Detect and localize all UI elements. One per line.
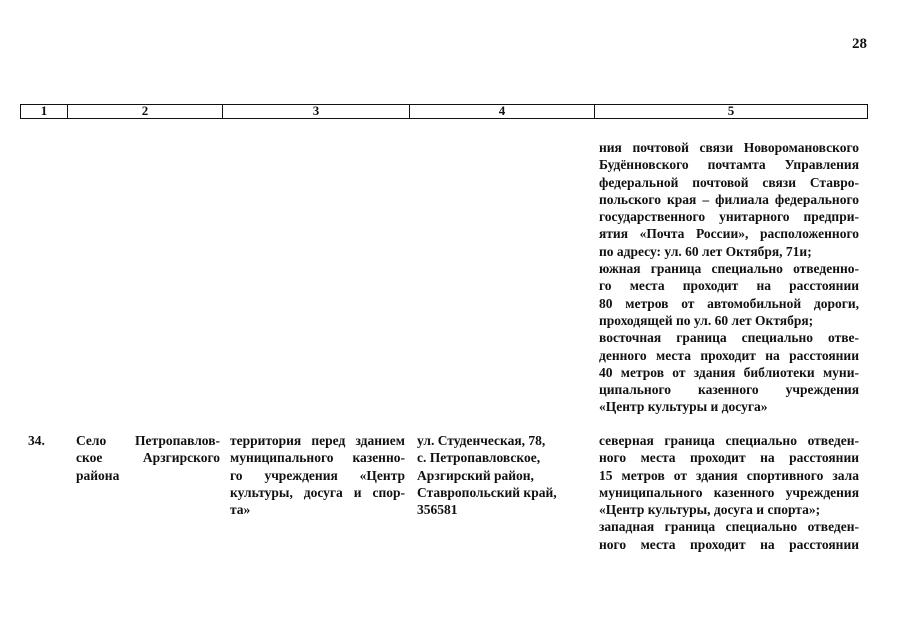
continuation-col5 [599,139,859,416]
text-line: ного места проходит на расстоянии [599,536,859,552]
text-line: Арзгирский район, [417,467,534,483]
text-line: муниципального казенно- [230,450,405,466]
text-line: муниципального казенного учреждения [599,484,859,500]
table-header [20,104,868,119]
text-line: ния почтовой связи Новоромановского [599,140,859,155]
text-line: го места проходит на расстоянии [599,278,859,294]
settlement-cell [76,432,220,484]
row-number: 34. [28,433,45,448]
text-line: западная граница специально отведен- [599,519,859,535]
text-line: польского края – филиала федерального [599,191,859,207]
text-line: Село Петропавлов- [76,433,220,448]
header-col-3: 3 [223,105,410,118]
header-col-4: 4 [410,105,595,118]
text-line: ское Арзгирского [76,450,220,466]
text-line: восточная граница специально отве- [599,330,859,346]
text-line: территория перед зданием [230,433,405,448]
text-line: денного места проходит на расстоянии [599,347,859,363]
text-line: ул. Студенческая, 78, [417,433,546,448]
location-cell [230,432,405,518]
text-line: культуры, досуга и спор- [230,484,405,500]
text-line: с. Петропавловское, [417,450,541,466]
text-line: района [76,467,120,483]
text-line: ципального казенного учреждения [599,382,859,398]
text-line: проходящей по ул. 60 лет Октября; [599,312,814,328]
text-line: та» [230,502,251,518]
text-line: Будённовского почтамта Управления [599,157,859,173]
text-line: ного места проходит на расстоянии [599,450,859,466]
address-cell [417,432,587,518]
text-line: южная граница специально отведенно- [599,261,859,277]
text-line: 80 метров от автомобильной дороги, [599,295,859,311]
text-line: по адресу: ул. 60 лет Октября, 71и; [599,243,812,259]
header-col-5: 5 [727,103,735,118]
text-line: «Центр культуры и досуга» [599,399,768,415]
text-line: федеральной почтовой связи Ставро- [599,174,859,190]
text-line: северная граница специально отведен- [599,433,859,448]
text-line: го учреждения «Центр [230,467,405,483]
header-col-2: 2 [68,105,223,118]
text-line: «Центр культуры, досуга и спорта»; [599,502,821,518]
page-number: 28 [852,36,867,52]
header-col-1: 1 [21,105,68,118]
text-line: 15 метров от здания спортивного зала [599,467,859,483]
text-line: 40 метров от здания библиотеки муни- [599,364,859,380]
text-line: ятия «Почта России», расположенного [599,226,859,242]
text-line: Ставропольский край, [417,484,557,500]
boundaries-cell [599,432,859,553]
text-line: государственного унитарного предпри- [599,209,859,225]
text-line: 356581 [417,502,458,518]
